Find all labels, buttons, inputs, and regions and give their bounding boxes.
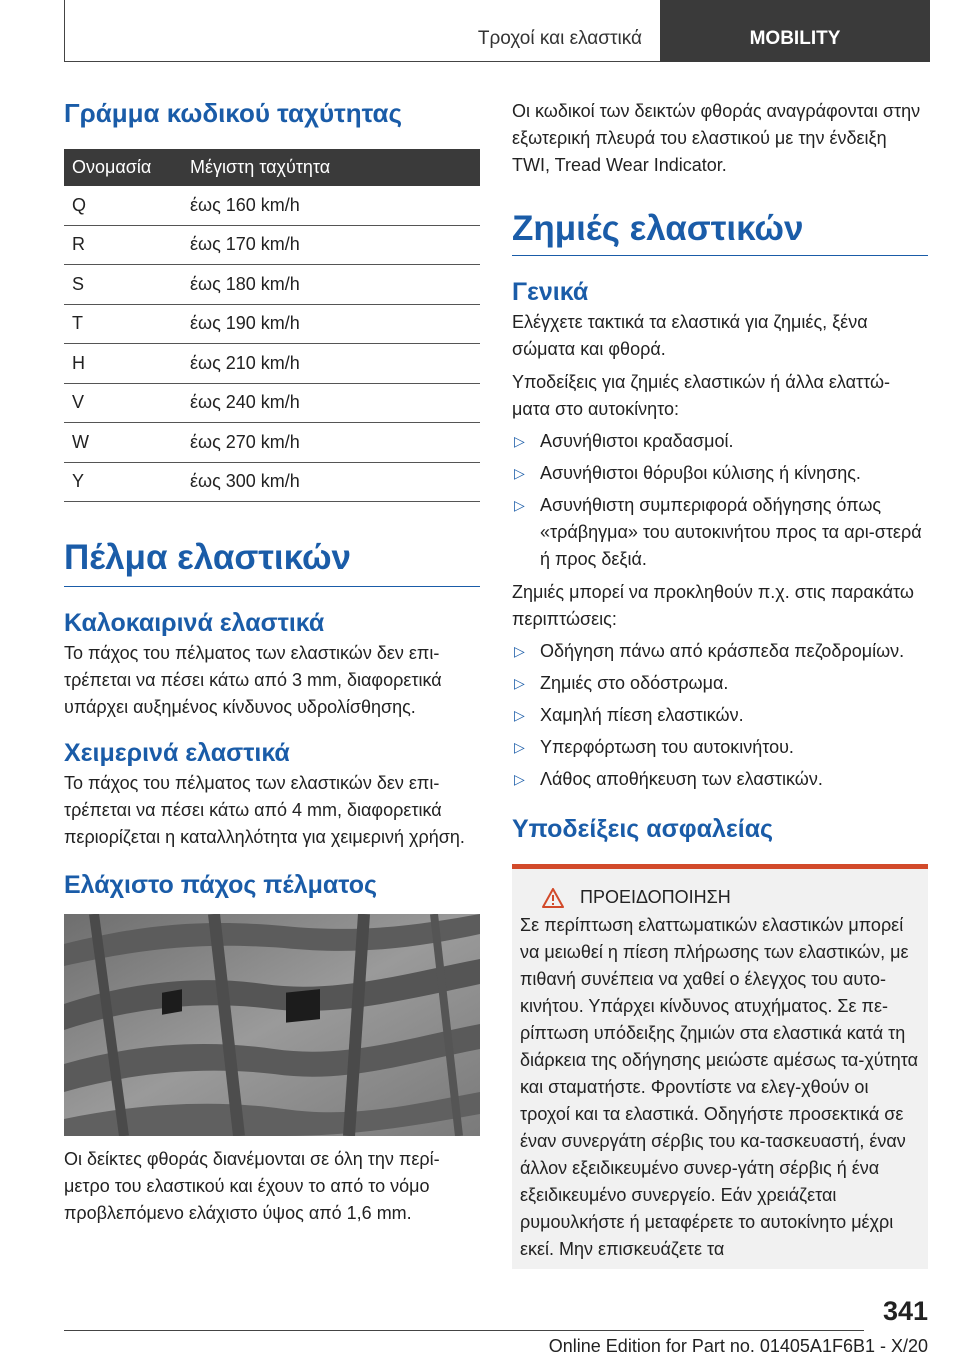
table-cell: W xyxy=(64,423,182,463)
table-row xyxy=(64,265,480,305)
summer-tires-heading: Καλοκαιρινά ελαστικά xyxy=(64,609,325,637)
damage-signs-list xyxy=(512,428,928,573)
table-cell: έως 160 km/h xyxy=(182,186,480,225)
list-item xyxy=(512,428,928,455)
table-cell: R xyxy=(64,225,182,265)
header-section-box xyxy=(64,0,660,62)
warning-title-row xyxy=(520,887,920,908)
winter-tires-text: Το πάχος του πέλματος των ελαστικών δεν επι-τρέπεται να πέσει κάτω από 4 mm, διαφορετικά περιορίζεται η καταλληλότητα για χειμερινή χρήση. xyxy=(64,773,465,847)
table-row xyxy=(64,225,480,265)
table-header-row xyxy=(64,149,480,186)
warning-title: ΠΡΟΕΙΔΟΠΟΙΗΣΗ xyxy=(580,887,731,907)
tread-heading-block xyxy=(64,538,480,587)
table-row xyxy=(64,383,480,423)
table-cell: H xyxy=(64,344,182,384)
list-item-text: Οδήγηση πάνω από κράσπεδα πεζοδρομίων. xyxy=(540,641,905,661)
list-item-text: Υπερφόρτωση του αυτοκινήτου. xyxy=(540,737,794,757)
list-item xyxy=(512,492,928,573)
list-item-text: Ασυνήθιστοι θόρυβοι κύλισης ή κίνησης. xyxy=(540,463,861,483)
triangle-bullet-icon: ▷ xyxy=(514,465,525,481)
footer-divider xyxy=(64,1330,864,1331)
list-item-text: Λάθος αποθήκευση των ελαστικών. xyxy=(540,769,823,789)
table-cell: έως 240 km/h xyxy=(182,383,480,423)
damage-heading-block xyxy=(512,209,928,256)
page-number: 341 xyxy=(882,1296,928,1326)
warning-box xyxy=(512,864,928,1269)
list-item-text: Ασυνήθιστη συμπεριφορά οδήγησης όπως «τράβηγμα» του αυτοκινήτου προς τα αρι-στερά ή προς δεξιά. xyxy=(540,495,922,569)
warning-triangle-icon xyxy=(542,888,564,908)
tire-tread-illustration xyxy=(64,914,480,1136)
table-cell: Q xyxy=(64,186,182,225)
triangle-bullet-icon: ▷ xyxy=(514,643,525,659)
header-section-title: Τροχοί και ελαστικά xyxy=(477,28,642,49)
speed-code-table xyxy=(64,149,480,502)
table-row xyxy=(64,462,480,502)
winter-tires-heading: Χειμερινά ελαστικά xyxy=(64,739,290,767)
list-item-text: Χαμηλή πίεση ελαστικών. xyxy=(540,705,744,725)
list-item xyxy=(512,460,928,487)
speed-code-heading: Γράμμα κωδικού ταχύτητας xyxy=(64,98,403,128)
triangle-bullet-icon: ▷ xyxy=(514,675,525,691)
tire-damage-heading: Ζημιές ελαστικών xyxy=(512,209,804,248)
general-heading: Γενικά xyxy=(512,278,589,306)
table-row xyxy=(64,423,480,463)
tread-heading: Πέλμα ελαστικών xyxy=(64,538,352,577)
triangle-bullet-icon: ▷ xyxy=(514,771,525,787)
triangle-bullet-icon: ▷ xyxy=(514,433,525,449)
list-item-text: Ζημιές στο οδόστρωμα. xyxy=(540,673,729,693)
list-item xyxy=(512,638,928,665)
table-cell: V xyxy=(64,383,182,423)
table-cell: έως 300 km/h xyxy=(182,462,480,502)
table-cell: έως 270 km/h xyxy=(182,423,480,463)
general-text-2: Υποδείξεις για ζημιές ελαστικών ή άλλα ελαττώ-ματα στο αυτοκίνητο: xyxy=(512,372,891,419)
table-row xyxy=(64,344,480,384)
table-cell: έως 170 km/h xyxy=(182,225,480,265)
summer-tires-text: Το πάχος του πέλματος των ελαστικών δεν επι-τρέπεται να πέσει κάτω από 3 mm, διαφορετικά υπάρχει αυξημένος κίνδυνος υδρολίσθησης. xyxy=(64,643,442,717)
column-header-max-speed: Μέγιστη ταχύτητα xyxy=(182,149,480,186)
table-cell: T xyxy=(64,304,182,344)
causes-intro-text: Ζημιές μπορεί να προκληθούν π.χ. στις παρακάτω περιπτώσεις: xyxy=(512,582,914,629)
table-row xyxy=(64,186,480,225)
column-header-designation: Ονομασία xyxy=(64,149,182,186)
warning-text: Σε περίπτωση ελαττωματικών ελαστικών μπορεί να μειωθεί η πίεση πλήρωσης των ελαστικών, με πιθανή συνέπεια να χαθεί ο έλεγχος του αυτο-κινήτου. Υπάρχει κίνδυνος ατυχήματος. Σε πε-ρίπτωση υπόδειξης ζημιών στα ελαστικά κατά τη διάρκεια της οδήγησης μειώστε αμέσως τα-χύτητα και σταματήστε. Φροντίστε να ελεγ-χθούν οι τροχοί και τα ελαστικά. Οδηγήστε προσεκτικά σε έναν συνεργάτη σέρβις του κα-τασκευαστή, έναν άλλον εξειδικευμένο συνερ-γάτη σέρβις ή ένα εξειδικευμένο συνεργείο. Εάν χρειάζεται ρυμουλκήστε ή μεταφέρετε το αυτοκίνητο μέχρι εκεί. Μην επισκευάζετε τα xyxy=(520,915,919,1259)
table-row xyxy=(64,304,480,344)
list-item xyxy=(512,670,928,697)
page-header xyxy=(64,0,930,62)
table-cell: S xyxy=(64,265,182,305)
triangle-bullet-icon: ▷ xyxy=(514,739,525,755)
table-cell: έως 180 km/h xyxy=(182,265,480,305)
general-text-1: Ελέγχετε τακτικά τα ελαστικά για ζημιές, ξένα σώματα και φθορά. xyxy=(512,312,868,359)
min-tread-heading: Ελάχιστο πάχος πέλματος xyxy=(64,871,378,899)
damage-causes-list xyxy=(512,638,928,793)
header-chapter-tab: MOBILITY xyxy=(660,0,930,62)
table-cell: έως 210 km/h xyxy=(182,344,480,384)
footer-edition-text: Online Edition for Part no. 01405A1F6B1 - X/20 xyxy=(548,1336,928,1356)
twi-intro-text: Οι κωδικοί των δεικτών φθοράς αναγράφονται στην εξωτερική πλευρά του ελαστικού με την ένδειξη TWI, Tread Wear Indicator. xyxy=(512,101,921,175)
triangle-bullet-icon: ▷ xyxy=(514,497,525,513)
list-item xyxy=(512,734,928,761)
list-item-text: Ασυνήθιστοι κραδασμοί. xyxy=(540,431,734,451)
safety-notes-heading: Υποδείξεις ασφαλείας xyxy=(512,815,774,843)
table-cell: έως 190 km/h xyxy=(182,304,480,344)
triangle-bullet-icon: ▷ xyxy=(514,707,525,723)
table-cell: Y xyxy=(64,462,182,502)
left-column xyxy=(64,98,480,1227)
list-item xyxy=(512,702,928,729)
tire-image-caption: Οι δείκτες φθοράς διανέμονται σε όλη την περί-μετρο του ελαστικού και έχουν το από το νόμο προβλεπόμενο ελάχιστο ύψος από 1,6 mm. xyxy=(64,1149,440,1223)
tire-tread-image xyxy=(64,914,480,1136)
list-item xyxy=(512,766,928,793)
right-column xyxy=(512,98,928,1269)
